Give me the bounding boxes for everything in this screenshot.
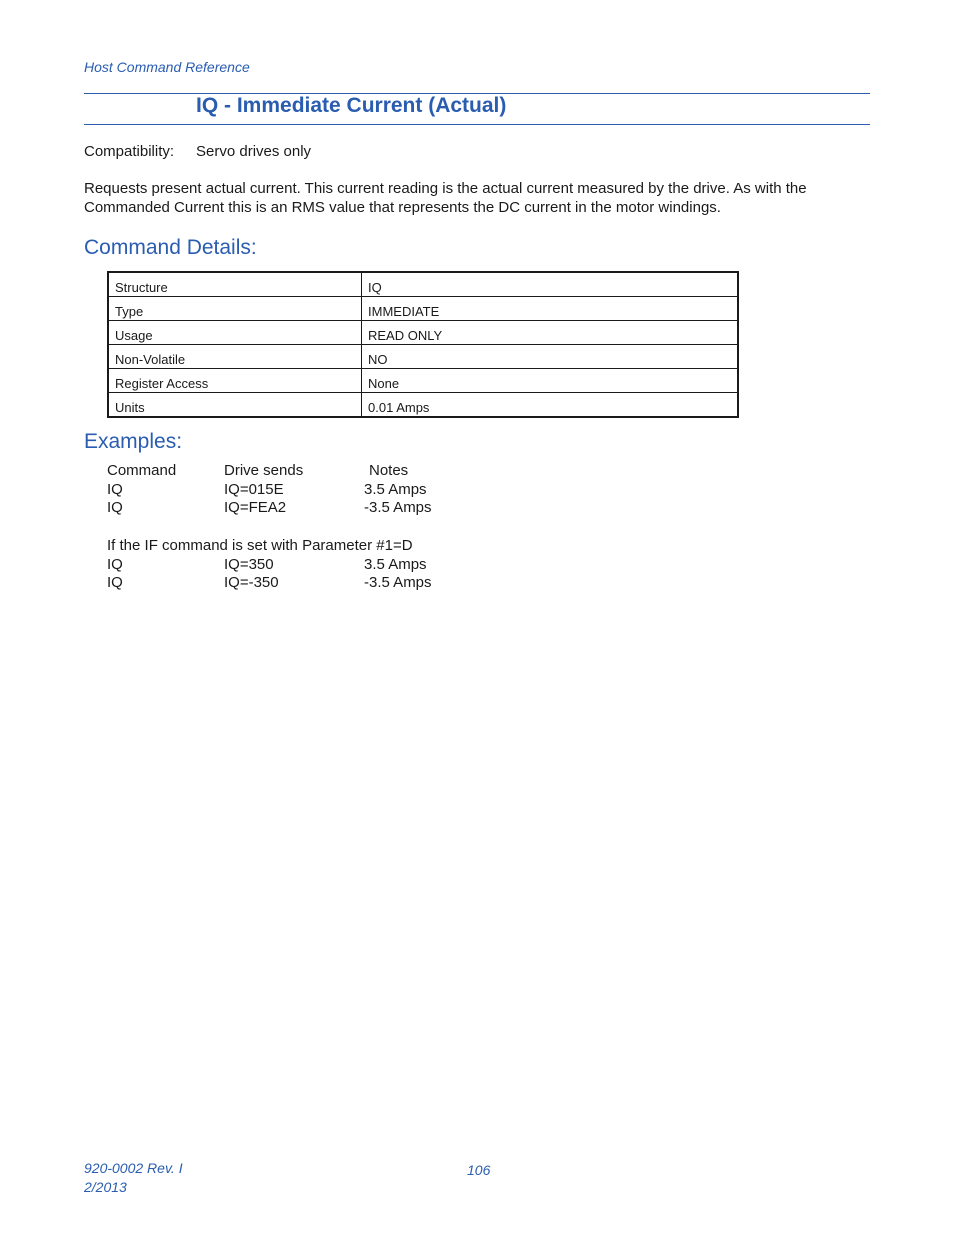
detail-value: 0.01 Amps <box>362 393 739 418</box>
example-notes: -3.5 Amps <box>364 499 432 516</box>
table-row <box>108 297 738 321</box>
detail-value: IQ <box>362 272 739 297</box>
table-row <box>108 321 738 345</box>
example-drive-sends: IQ=350 <box>224 556 274 573</box>
compatibility-value: Servo drives only <box>196 143 312 160</box>
detail-value: READ ONLY <box>362 321 739 345</box>
example-notes: 3.5 Amps <box>364 481 427 498</box>
example-drive-sends: IQ=-350 <box>224 574 279 591</box>
detail-key: Register Access <box>108 369 362 393</box>
table-row <box>108 272 738 297</box>
example-notes: -3.5 Amps <box>364 574 432 591</box>
description-line-2: Commanded Current this is an RMS value that represents the DC current in the motor windings. <box>84 199 721 216</box>
example-drive-sends: IQ=015E <box>224 481 284 498</box>
title-rule-bottom <box>84 124 870 125</box>
example-command: IQ <box>107 574 123 591</box>
examples-column-drive-sends: Drive sends <box>224 462 304 479</box>
command-title: IQ - Immediate Current (Actual) <box>196 94 507 117</box>
detail-key: Units <box>108 393 362 418</box>
detail-value: NO <box>362 345 739 369</box>
footer-doc-number: 920-0002 Rev. I <box>84 1160 183 1176</box>
detail-key: Type <box>108 297 362 321</box>
examples-column-command: Command <box>107 462 177 479</box>
detail-key: Non-Volatile <box>108 345 362 369</box>
detail-value: IMMEDIATE <box>362 297 739 321</box>
running-header: Host Command Reference <box>84 59 250 75</box>
example-drive-sends: IQ=FEA2 <box>224 499 287 516</box>
example-notes: 3.5 Amps <box>364 556 427 573</box>
example-command: IQ <box>107 481 123 498</box>
command-details-heading: Command Details: <box>84 236 257 259</box>
table-row <box>108 369 738 393</box>
example-command: IQ <box>107 499 123 516</box>
detail-key: Structure <box>108 272 362 297</box>
detail-key: Usage <box>108 321 362 345</box>
example-command: IQ <box>107 556 123 573</box>
examples-column-notes: Notes <box>369 462 409 479</box>
footer-date: 2/2013 <box>84 1179 127 1195</box>
examples-condition: If the IF command is set with Parameter #1=D <box>107 537 413 554</box>
description-line-1: Requests present actual current. This current reading is the actual current measured by the drive. As with the <box>84 180 807 197</box>
footer-page-number: 106 <box>467 1162 491 1178</box>
examples-heading: Examples: <box>84 430 183 453</box>
detail-value: None <box>362 369 739 393</box>
table-row <box>108 345 738 369</box>
table-row <box>108 393 738 418</box>
compatibility-label: Compatibility: <box>84 143 175 160</box>
command-details-table <box>107 271 739 418</box>
